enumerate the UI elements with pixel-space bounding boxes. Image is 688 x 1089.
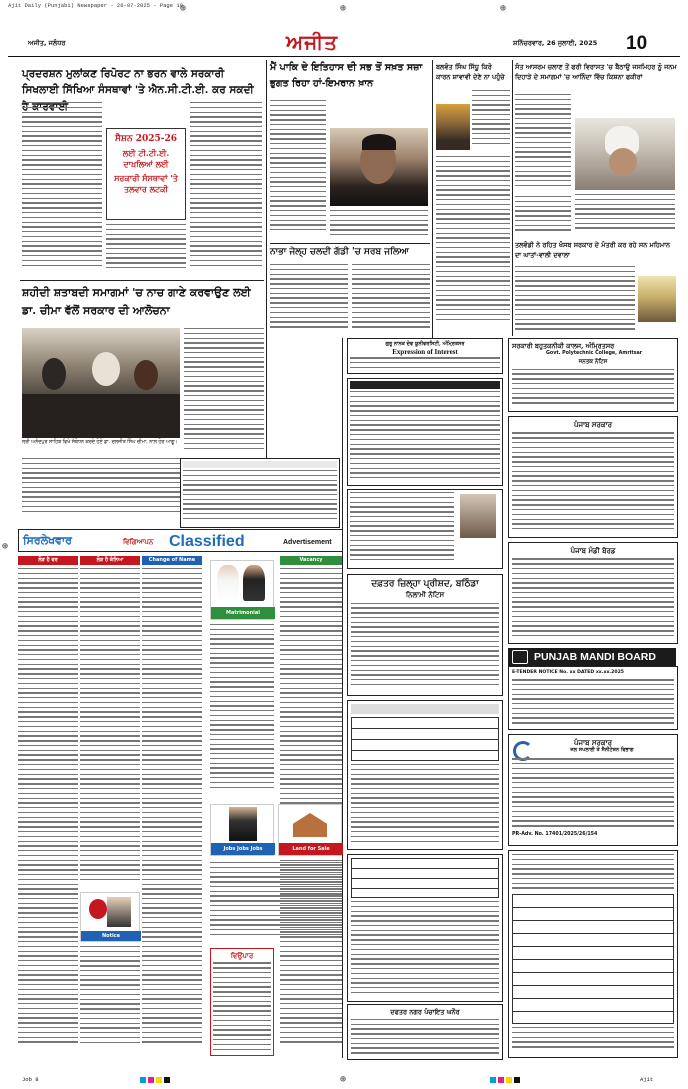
story-2-headline: ਮੈਂ ਪਾਕਿ ਦੇ ਇਤਿਹਾਸ ਦੀ ਸਭ ਤੋਂ ਸਖ਼ਤ ਸਜ਼ਾ ਭੁਗਤ ਰਿਹਾ ਹਾਂ-ਇਮਰਾਨ ਖ਼ਾਨ — [270, 62, 423, 90]
mandi-etender-ad — [508, 666, 678, 730]
gov-notice-ad-1 — [180, 458, 340, 528]
classified-bar-right: Advertisement — [283, 539, 332, 546]
crop-mark-icon: ⊕ — [340, 1074, 347, 1085]
story-1-body-3 — [190, 102, 262, 277]
classified-head-bride: ਲੋੜ ਹੈ ਕੰਨਿਆ — [80, 556, 140, 565]
column-rule — [342, 338, 343, 1058]
vyapar-label: ਵਿਉਪਾਰ — [230, 951, 254, 960]
story-5-body-2 — [22, 458, 180, 520]
crop-mark-icon: ⊕ — [500, 3, 507, 14]
balwant-portrait-photo — [436, 104, 470, 150]
matrimonial-label: Matrimonial — [211, 607, 275, 619]
land-label: Land for Sale — [279, 843, 343, 855]
column-rule — [266, 60, 267, 520]
mandi-board-title-en: PUNJAB MANDI BOARD — [534, 651, 656, 663]
crop-mark-icon: ⊕ — [340, 3, 347, 14]
highlight-box-line-2: ਲਈ ਟੀ.ਟੀ.ਈ. ਦਾਖ਼ਲਿਆਂ ਲਈ — [122, 148, 170, 169]
story-4-body — [515, 94, 571, 194]
story-2-body-2 — [330, 210, 428, 242]
gov-notice-ad-2 — [347, 378, 503, 486]
zila-parishad-sub: ਨਿਲਾਮੀ ਨੋਟਿਸ — [405, 590, 445, 600]
imran-khan-photo — [330, 128, 428, 206]
vyapar-ad — [210, 948, 274, 1056]
eoi-title: Expression of Interest — [392, 347, 458, 356]
notice-label: Notice — [81, 931, 141, 941]
classified-col-1 — [18, 568, 78, 1056]
story-3-body — [472, 90, 510, 152]
eoi-organisation: ਗੁਰੂ ਨਾਨਕ ਦੇਵ ਯੂਨੀਵਰਸਿਟੀ, ਅੰਮ੍ਰਿਤਸਰ — [385, 341, 465, 347]
gov-notice-ad-4 — [347, 854, 503, 1002]
jobs-tile — [210, 804, 274, 856]
footer-left: Job 8 — [22, 1076, 39, 1083]
punjab-sarkar-2-title: ਪੰਜਾਬ ਸਰਕਾਰ — [573, 738, 612, 747]
mantri-portrait-photo — [638, 276, 676, 322]
jobs-label: Jobs Jobs Jobs — [211, 843, 275, 855]
classified-head-change-name: Change of Name — [142, 556, 202, 565]
mandi-board-notice — [508, 542, 678, 644]
classified-bar-left: ਸਿਰਲੇਖਵਾਰ — [23, 534, 72, 547]
story-2-body-3 — [270, 264, 348, 336]
story-1-headline: ਪ੍ਰਦਰਸ਼ਨ ਮੁਲਾਂਕਣ ਰਿਪੋਰਟ ਨਾ ਭਰਨ ਵਾਲੇ ਸਰਕਾਰੀ ਸਿਖਲਾਈ ਸਿੱਖਿਆ ਸੰਸਥਾਵਾਂ 'ਤੇ ਐਨ.ਸੀ.ਟੀ.ਈ. ਕਰ ਸਕਦੀ — [22, 68, 254, 97]
punjab-sarkar-title: ਪੰਜਾਬ ਸਰਕਾਰ — [573, 420, 612, 429]
highlight-box-line-1: ਸੈਸ਼ਨ 2025-26 — [114, 134, 178, 144]
tender-table-ad — [347, 700, 503, 850]
notice-tile — [80, 892, 140, 942]
sant-portrait-photo — [575, 118, 675, 190]
story-4-headline: ਸੰਤ ਆਸਰਮ ਚਲਾਣ ਤੋਂ ਫਰੀ ਵਿਰਾਸਤ 'ਚ ਬੈਠਾਉ ਜਸਮਿਹਰ ਨੂੰ ਜਨਮ ਦਿਹਾੜੇ ਦੇ ਸਮਾਗਮਾਂ 'ਚ ਆਨਿੰਦਾ ਵਿੱਚ ਕਿਸ਼ਨਾ ਫਕੀਰਾਂ — [515, 63, 677, 82]
mandi-board-banner — [508, 648, 676, 666]
college-notice-label: ਜਨਤਕ ਨੋਟਿਸ — [578, 359, 608, 366]
column-rule — [432, 60, 433, 340]
classified-head-vacancy: Vacancy — [280, 556, 342, 565]
zila-parishad-ad — [347, 574, 503, 696]
story-3-body-2 — [436, 156, 510, 336]
issue-date: ਸ਼ਨਿੱਚਰਵਾਰ, 26 ਜੁਲਾਈ, 2025 — [513, 39, 598, 47]
story-4-body-4 — [515, 266, 635, 336]
nagar-panchayat-title: ਦਫਤਰ ਨਗਰ ਪੰਚਾਇਤ ਘਨੌਰ — [390, 1008, 460, 1016]
water-supply-dept: ਜਲ ਸਪਲਾਈ ਤੇ ਸੈਨੀਟੇਸ਼ਨ ਵਿਭਾਗ — [570, 747, 634, 754]
classified-col-3 — [142, 568, 202, 1056]
highlight-box-line-3: ਸਰਕਾਰੀ ਸੰਸਥਾਵਾਂ 'ਤੇ ਤਲਵਾਰ ਲਟਕੀ — [114, 172, 178, 194]
classified-bar-mid: ਵਿਗਿਆਪਨ — [123, 537, 154, 546]
tender-table-ad-2 — [508, 850, 678, 1058]
story-1-body — [22, 102, 102, 277]
mandi-board-title-pb: ਪੰਜਾਬ ਮੰਡੀ ਬੋਰਡ — [570, 546, 616, 555]
story-5-photo — [22, 328, 180, 438]
story-2-body — [270, 100, 326, 242]
column-rule — [20, 280, 264, 281]
crop-mark-icon: ⊕ — [180, 3, 187, 14]
land-tile — [278, 804, 342, 856]
college-title-en: Govt. Polytechnic College, Amritsar — [546, 350, 643, 356]
page-number: 10 — [626, 33, 648, 54]
pr-adv-number: PR-Adv. No. 17401/2025/26/154 — [512, 832, 598, 838]
college-notice-ad — [508, 338, 678, 412]
zila-parishad-title: ਦਫ਼ਤਰ ਜ਼ਿਲ੍ਹਾ ਪ੍ਰੀਸ਼ਦ, ਬਠਿੰਡਾ — [371, 579, 479, 589]
classified-col-2 — [80, 568, 140, 890]
story-5-caption: ਸ੍ਰੀ ਅਨੰਦਪੁਰ ਸਾਹਿਬ ਵਿਖੇ ਸੰਬੋਧਨ ਕਰਦੇ ਹੋਏ ਡਾ. ਦਲਜੀਤ ਸਿੰਘ ਚੀਮਾ, ਨਾਲ ਹੋਰ ਆਗੂ। — [22, 440, 178, 445]
footer-right: Ajit — [640, 1076, 654, 1083]
classified-col-5 — [210, 862, 342, 944]
print-info-strip: Ajit Daily (Punjabi) Newspaper - 26-07-2025 - Page 10 — [8, 2, 183, 9]
college-title: ਸਰਕਾਰੀ ਬਹੁਤਕਨੀਕੀ ਕਾਲਜ, ਅੰਮ੍ਰਿਤਸਰ — [512, 342, 615, 350]
gov-notice-ad-5 — [347, 1004, 503, 1060]
story-1-highlight-box — [106, 128, 186, 220]
story-5-headline: ਸ਼ਹੀਦੀ ਸ਼ਤਾਬਦੀ ਸਮਾਗਮਾਂ 'ਚ ਨਾਚ ਗਾਣੇ ਕਰਵਾਉਣ ਲਈ ਡਾ. ਚੀਮਾ ਵੱਲੋਂ ਸਰਕਾਰ ਦੀ ਆਲੋਚਨਾ — [22, 286, 251, 317]
classified-bar-title: Classified — [169, 533, 245, 550]
gov-notice-ad-3 — [347, 489, 503, 569]
crop-mark-icon: ⊕ — [2, 541, 9, 552]
column-rule — [512, 60, 513, 336]
story-4-body-3 — [515, 196, 571, 236]
story-5-body — [184, 328, 264, 458]
masthead — [8, 31, 680, 57]
etender-notice-line: E-TENDER NOTICE No. xx DATED xx.xx.2025 — [512, 670, 624, 675]
color-registration-bar — [0, 1076, 687, 1086]
punjab-sarkar-ad-2 — [508, 734, 678, 846]
story-1-body-2 — [106, 224, 186, 277]
story-3-headline: ਬਲਵੰਤ ਸਿੰਘ ਸਿੱਧੂ ਕਿਰੋ ਕਾਰਨ ਸ਼ਾਵਾਵੀ ਦੇਣੇ ਨਾ ਪਹੁੰਚੇ — [436, 63, 505, 82]
story-4-body-2 — [575, 194, 675, 236]
classified-banner — [18, 529, 343, 552]
column-rule — [270, 243, 430, 244]
newspaper-logo: ਅਜੀਤ — [286, 30, 339, 54]
story-4-subhead: ਤਲਵੰਡੀ ਨੇ ਰਹਿਤ ਖੰਸਬ ਸਰਕਾਰ ਦੇ ਮੰਤਰੀ ਕਰ ਰਹੇ ਸਨ ਮਹਿਮਾਨ ਦਾ ਘਾਤਾਂ-ਵਾਲੀ ਦਵਾਲਾ — [515, 241, 671, 260]
story-2-subhead: ਨਾਭਾ ਜੇਲ੍ਹ ਚਲਦੀ ਗੱਡੀ 'ਚ ਸਰਬ ਜਲਿਆ — [270, 247, 409, 257]
eoi-ad — [347, 338, 503, 374]
classified-head-groom: ਲੋੜ ਹੈ ਵਰ — [18, 556, 78, 565]
classified-col-4 — [210, 624, 274, 800]
classified-col-2b — [80, 946, 140, 1056]
punjab-sarkar-ad — [508, 416, 678, 538]
matrimonial-tile — [210, 560, 274, 620]
edition-label: ਅਜੀਤ, ਜਲੰਧਰ — [28, 39, 66, 47]
story-2-body-4 — [352, 264, 430, 336]
